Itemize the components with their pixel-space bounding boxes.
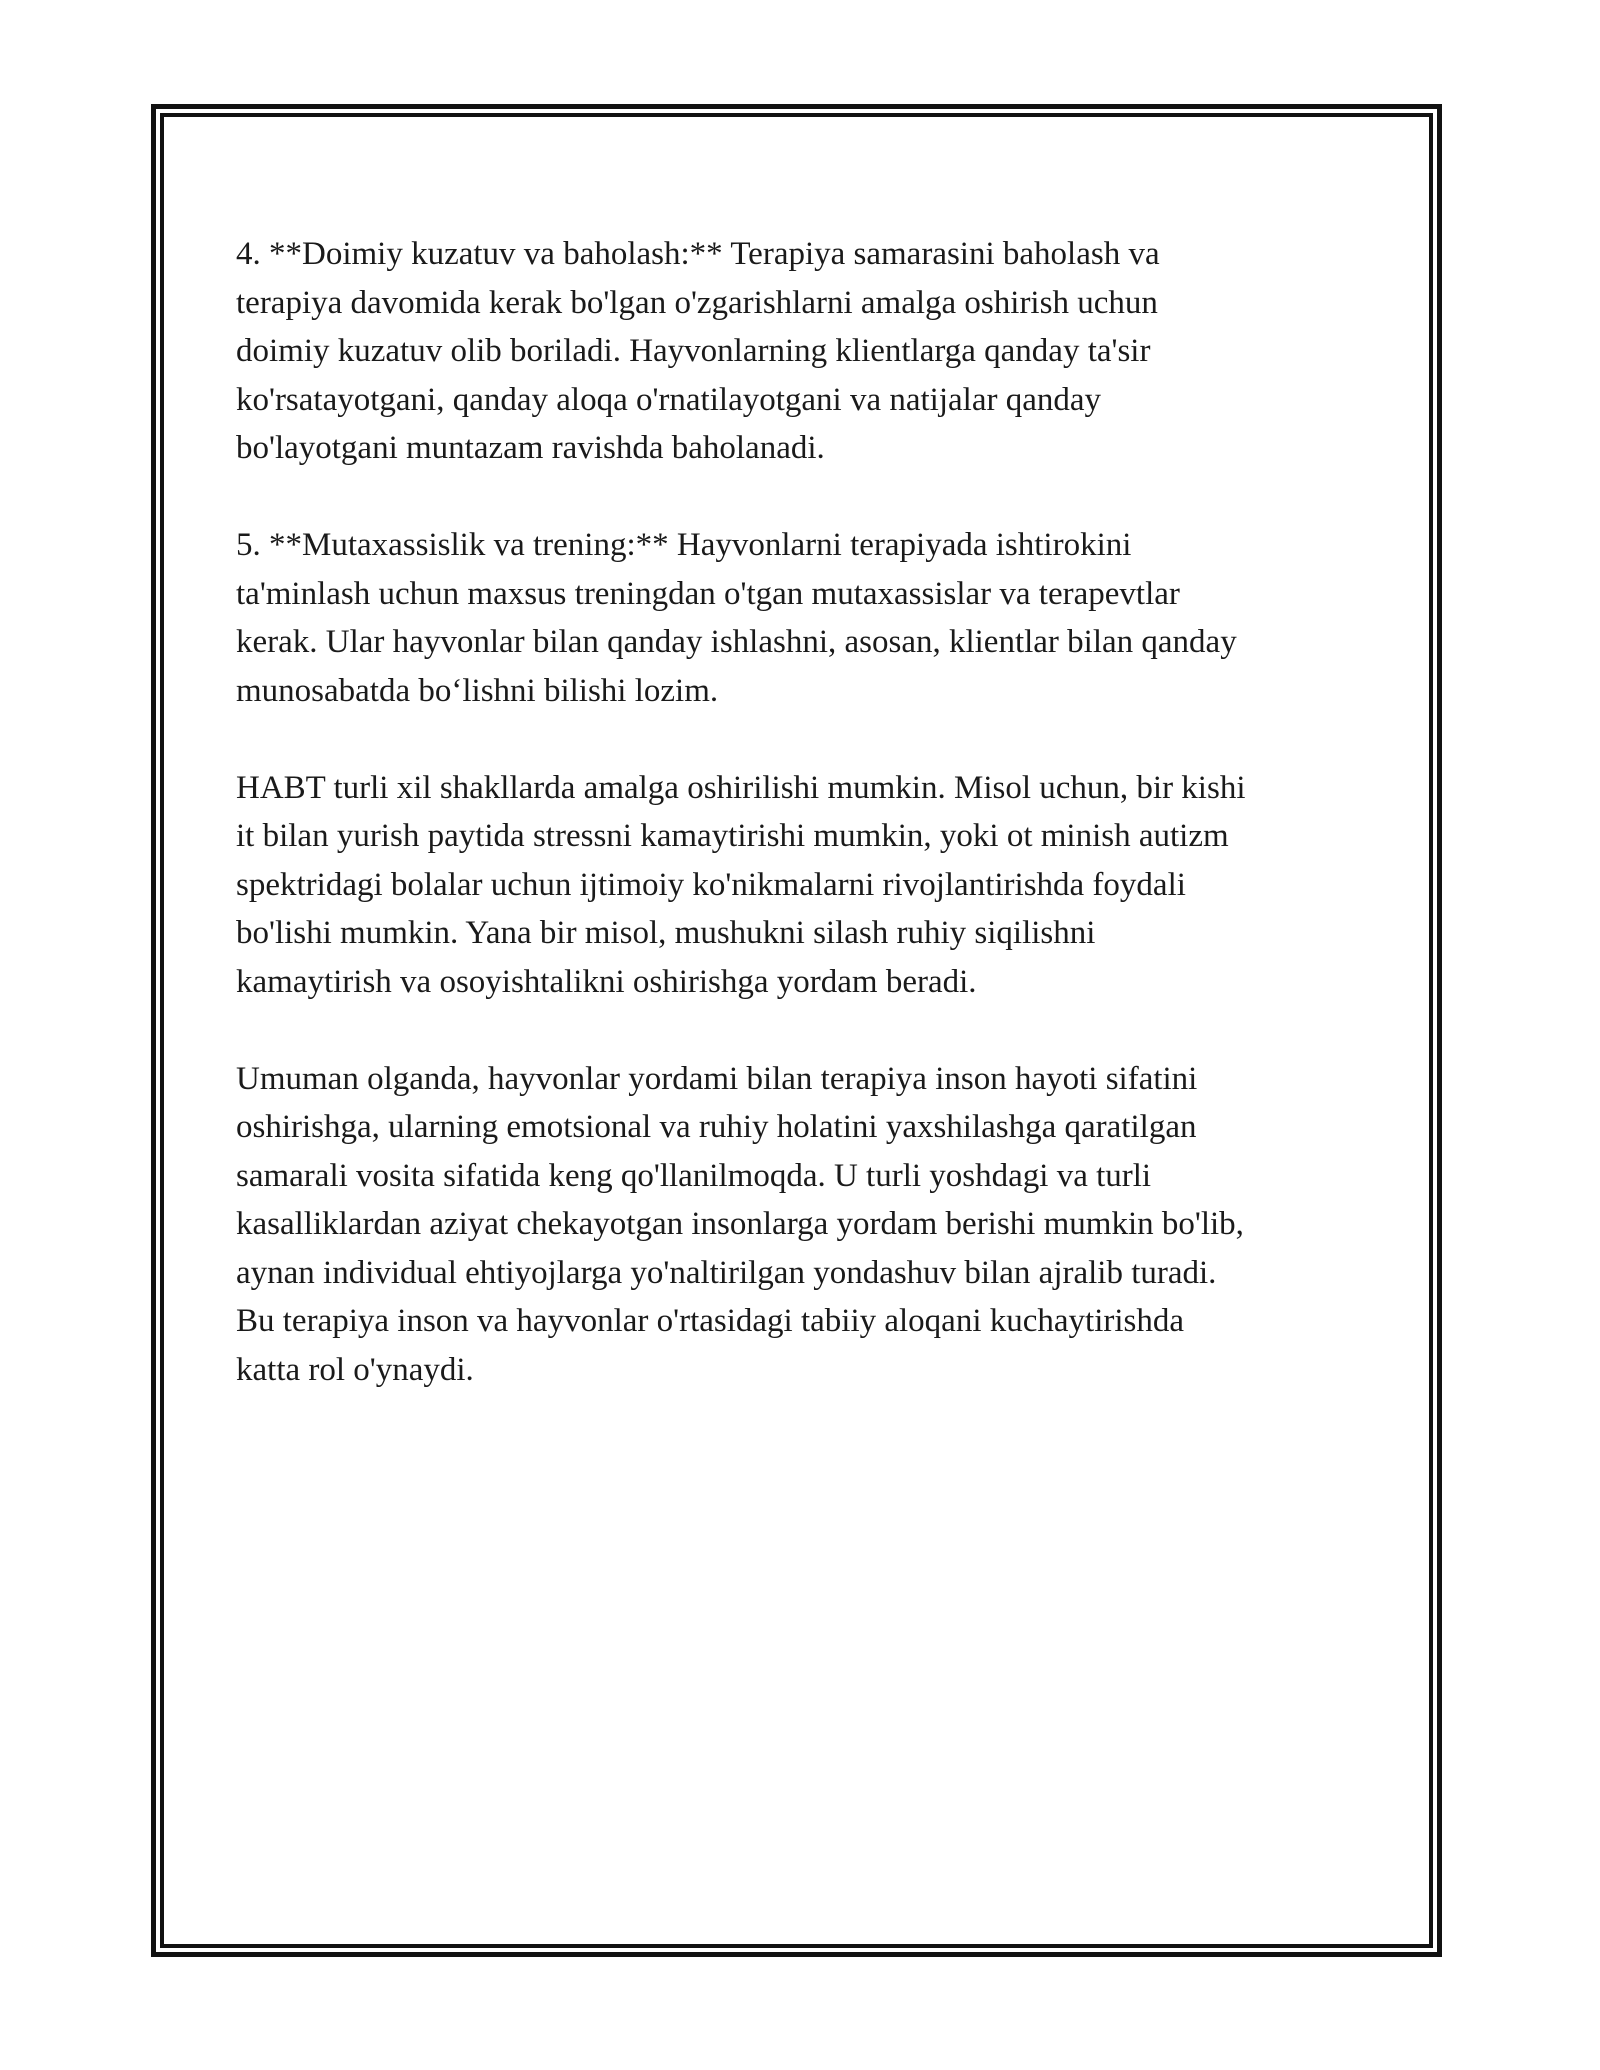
paragraph-conclusion: Umuman olganda, hayvonlar yordami bilan terapiya inson hayoti sifatini oshirishga, ularning emotsional va ruhiy holatini yaxshilashga qaratilgan samarali vosita sifatida keng qo'llanilmoqda. U turli yoshdagi va turli kasalliklardan aziyat chekayotgan insonlarga yordam berishi mumkin bo'lib, aynan individual ehtiyojlarga yo'naltirilgan yondashuv bilan ajralib turadi. Bu terapiya inson va hayvonlar o'rtasidagi tabiiy aloqani kuchaytirishda katta rol o'ynaydi.	[236, 1060, 1244, 1388]
paragraph-training: 5. **Mutaxassislik va trening:** Hayvonlarni terapiyada ishtirokini ta'minlash uchun maxsus treningdan o'tgan mutaxassislar va terapevtlar kerak. Ular hayvonlar bilan qanday ishlashni, asosan, klientlar bilan qanday munosabatda bo‘lishni bilishi lozim.	[236, 527, 1237, 709]
paragraph-forms: HABT turli xil shakllarda amalga oshirilishi mumkin. Misol uchun, bir kishi it bilan yurish paytida stressni kamaytirishi mumkin, yoki ot minish autizm spektridagi bolalar uchun ijtimoiy ko'nikmalarni rivojlantirishda foydali bo'lishi mumkin. Yana bir misol, mushukni silash ruhiy siqilishni kamaytirish va osoyishtalikni oshirishga yordam beradi.	[236, 769, 1246, 1000]
paragraph-monitoring: 4. **Doimiy kuzatuv va baholash:** Terapiya samarasini baholash va terapiya davomida kerak bo'lgan o'zgarishlarni amalga oshirish uchun doimiy kuzatuv olib boriladi. Hayvonlarning klientlarga qanday ta'sir ko'rsatayotgani, qanday aloqa o'rnatilayotgani va natijalar qanday bo'layotgani muntazam ravishda baholanadi.	[236, 236, 1160, 466]
document-body	[236, 230, 1376, 1443]
